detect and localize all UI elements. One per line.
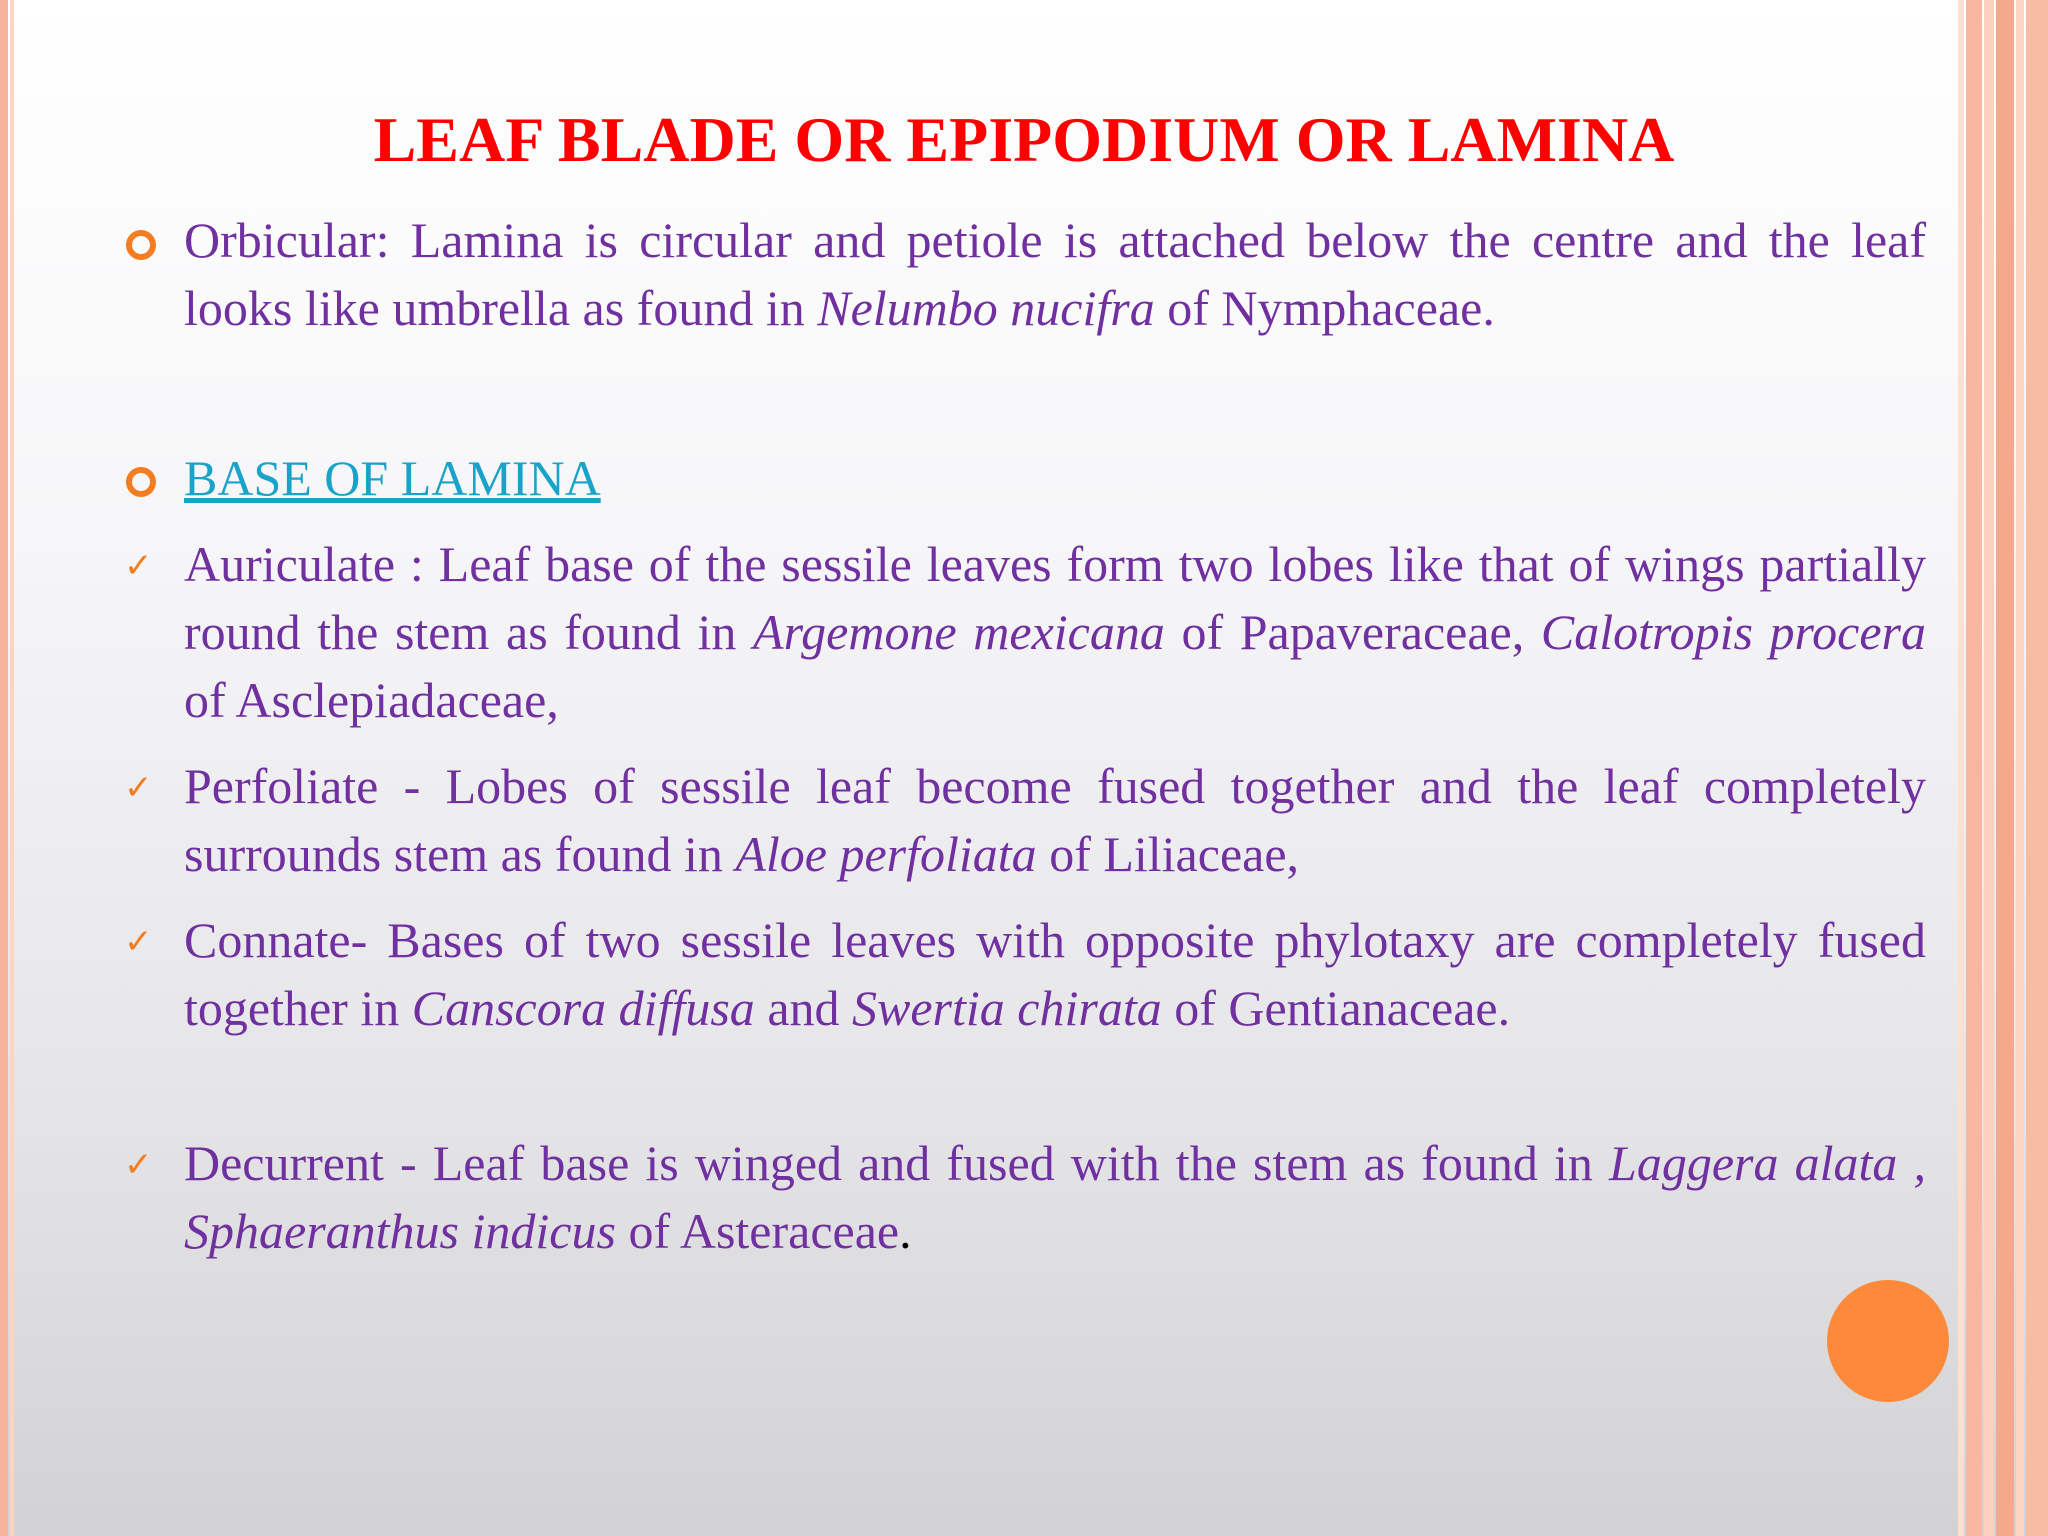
connate-text: Connate- Bases of two sessile leaves with opposite phylotaxy are completely fused together in	[184, 912, 1926, 1036]
right-edge-stripe	[2016, 0, 2024, 1536]
auriculate-species-1: Argemone mexicana	[753, 604, 1165, 660]
orange-circle-decoration	[1827, 1280, 1949, 1402]
right-edge-stripe	[2026, 0, 2048, 1536]
perfoliate-family: of Liliaceae,	[1036, 826, 1300, 882]
orbicular-text: Orbicular: Lamina is circular and petiole is attached below the centre and the leaf looks like umbrella as found in	[184, 212, 1926, 336]
connate-family: of Gentianaceae.	[1161, 980, 1511, 1036]
slide-title: LEAF BLADE OR EPIPODIUM OR LAMINA	[373, 104, 1675, 175]
auriculate-paragraph	[184, 530, 1926, 734]
circle-bullet-icon	[126, 230, 156, 260]
orbicular-paragraph	[184, 206, 1926, 342]
auriculate-family-1: of Papaveraceae,	[1164, 604, 1541, 660]
left-edge-stripe-light	[10, 0, 14, 1536]
base-of-lamina-link[interactable]: BASE OF LAMINA	[184, 450, 601, 506]
circle-bullet-icon	[126, 467, 156, 497]
connate-species-1: Canscora diffusa	[411, 980, 755, 1036]
right-edge-stripe	[1996, 0, 2014, 1536]
orbicular-family: of Nymphaceae.	[1154, 280, 1495, 336]
decurrent-paragraph	[184, 1129, 1926, 1265]
perfoliate-species: Aloe perfoliata	[735, 826, 1037, 882]
connate-conjunction: and	[754, 980, 853, 1036]
auriculate-text: Auriculate : Leaf base of the sessile leaves form two lobes like that of wings partially round the stem as found in	[184, 536, 1926, 660]
checkmark-icon: ✓	[124, 922, 153, 962]
auriculate-species-2: Calotropis procera	[1540, 604, 1926, 660]
base-of-lamina-item	[184, 444, 1926, 512]
connate-species-2: Swertia chirata	[852, 980, 1162, 1036]
right-edge-stripe	[1984, 0, 1994, 1536]
decurrent-period: .	[899, 1203, 912, 1259]
decurrent-species: Laggera alata , Sphaeranthus indicus	[184, 1135, 1926, 1259]
auriculate-family-2: of Asclepiadaceae,	[184, 672, 559, 728]
decurrent-family: of Asteraceae	[615, 1203, 900, 1259]
checkmark-icon: ✓	[124, 1145, 153, 1185]
right-edge-stripe	[1958, 0, 1964, 1536]
checkmark-icon: ✓	[124, 546, 153, 586]
perfoliate-paragraph	[184, 752, 1926, 888]
right-edge-stripe	[1966, 0, 1982, 1536]
left-edge-stripe	[0, 0, 8, 1536]
connate-paragraph	[184, 906, 1926, 1042]
decurrent-text: Decurrent - Leaf base is winged and fused with the stem as found in	[184, 1135, 1610, 1191]
checkmark-icon: ✓	[124, 768, 153, 808]
orbicular-species: Nelumbo nucifra	[817, 280, 1155, 336]
perfoliate-text: Perfoliate - Lobes of sessile leaf become fused together and the leaf completely surrounds stem as found in	[184, 758, 1926, 882]
